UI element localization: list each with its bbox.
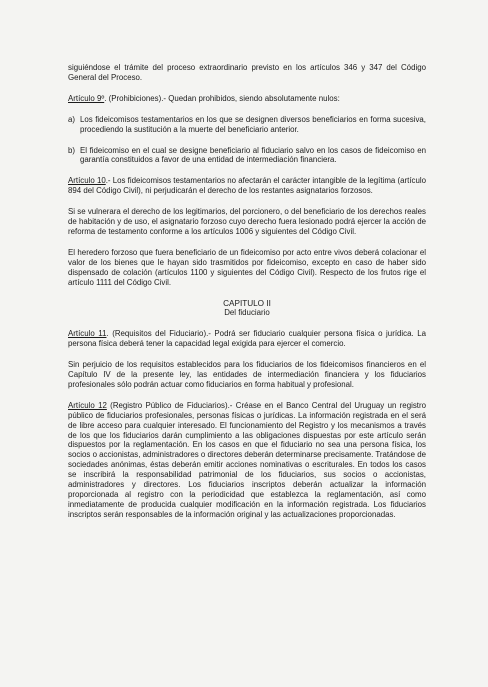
article-9-paragraph: [68, 94, 426, 104]
item-marker: a): [68, 114, 76, 124]
article-11-paragraph: [68, 329, 426, 349]
article-12-paragraph: [68, 401, 426, 520]
item-text: El fideicomiso en el cual se designe beneficiario al fiduciario salvo en los casos de fideicomiso en garantía constituidos a favor de una entidad de intermediación financiera.: [80, 145, 426, 165]
article-10-paragraph-2: Si se vulnerara el derecho de los legitimarios, del porcionero, o del beneficiario de los derechos reales de habitación y de uso, el asignatario forzoso cuyo derecho fuera lesionado podrá ejercer la acción de reforma de testamento conforme a los artículos 1006 y siguientes del Código Civil.: [68, 207, 426, 236]
article-10-paragraph-3: El heredero forzoso que fuera beneficiario de un fideicomiso por acto entre vivos deberá colacionar el valor de los bienes que le hayan sido trasmitidos por fideicomiso, excepto en caso de haber sido dispensado de colación (artículos 1100 y siguientes del Código Civil). Respecto de los frutos rige el artículo 1111 del Código Civil.: [68, 247, 426, 287]
item-text: Los fideicomisos testamentarios en los que se designen diversos beneficiarios en forma sucesiva, procediendo la sustitución a la muerte del beneficiario anterior.: [80, 114, 426, 134]
intro-paragraph: siguiéndose el trámite del proceso extraordinario previsto en los artículos 346 y 347 del Código General del Proceso.: [68, 63, 426, 82]
article-11-heading: Artículo 11: [68, 329, 107, 339]
chapter-subtitle: Del fiduciario: [224, 308, 270, 318]
article-9-item-b: [68, 146, 426, 166]
chapter-title: CAPITULO II: [223, 298, 271, 308]
article-9-heading: Artículo 9º: [68, 93, 105, 103]
article-9-item-a: [68, 115, 426, 135]
article-11-text: . (Requisitos del Fiduciario).- Podrá ser fiduciario cualquier persona física o jurídica. La persona física deberá tener la capacidad legal exigida para ejercer el comercio.: [68, 329, 426, 349]
article-10-text: .- Los fideicomisos testamentarios no afectarán el carácter intangible de la legítima (artículo 894 del Código Civil), ni perjudicarán el derecho de los restantes asignatarios forzosos.: [68, 176, 426, 196]
chapter-heading: [68, 299, 426, 319]
article-12-heading: Artículo 12: [68, 400, 107, 410]
article-10-heading: Artículo 10: [68, 176, 106, 186]
article-11-paragraph-2: Sin perjuicio de los requisitos establecidos para los fiduciarios de los fideicomisos financieros en el Capítulo IV de la presente ley, las entidades de intermediación financiera y los fiduciarios profesionales sólo podrán actuar como fiduciarios en forma habitual y profesional.: [68, 360, 426, 389]
article-10-paragraph: [68, 176, 426, 196]
item-marker: b): [68, 145, 76, 155]
article-12-text: (Registro Público de Fiduciarios).- Créase en el Banco Central del Uruguay un registro público de fiduciarios profesionales, personas físicas o jurídicas. La información registrada en el será de libre acceso para cualquier interesado. El funcionamiento del Registro y los mecanismos a través de los que los fiduciarios darán cumplimiento a las obligaciones dispuestas por este artículo serán dispuestos por la reglamentación. En los casos en que el fiduciario no sea una persona física, los socios o accionistas, administradores o directores deberán determinarse precisamente. Tratándose de sociedades anónimas, éstas deberán emitir acciones nominativas o escriturales. En todos los casos se inscribirá la responsabilidad patrimonial de los fiduciarios, sus socios o accionistas, administradores y directores. Los fiduciarios inscriptos deberán actualizar la información proporcionada al registro con la periodicidad que establezca la reglamentación, así como inmediatamente de producida cualquier modificación en la información registrada. Los fiduciarios inscriptos serán responsables de la información original y las actualizaciones proporcionadas.: [68, 400, 426, 519]
article-9-text: . (Prohibiciones).- Quedan prohibidos, siendo absolutamente nulos:: [104, 93, 340, 103]
